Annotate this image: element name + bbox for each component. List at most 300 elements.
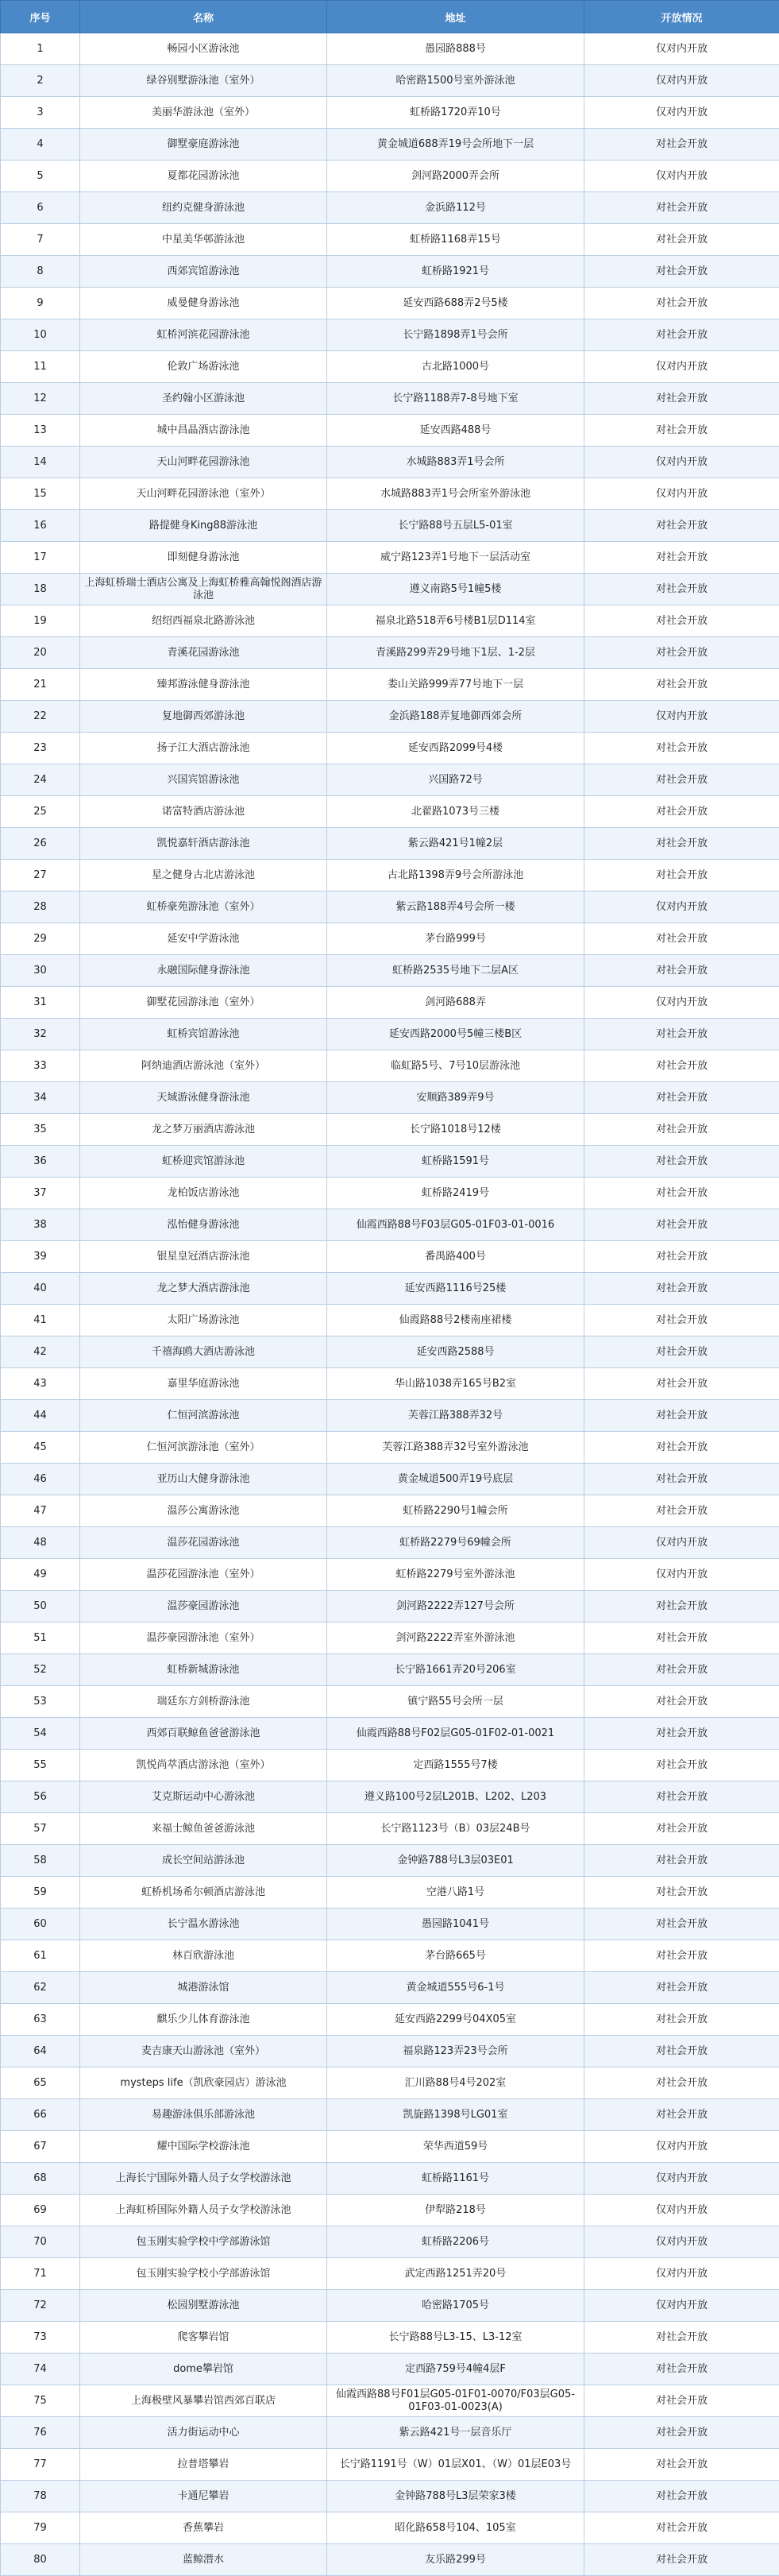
cell-address: 长宁路88号五层L5-01室	[327, 510, 584, 542]
cell-name: 虹桥河滨花园游泳池	[80, 319, 327, 351]
cell-address: 长宁路1898弄1号会所	[327, 319, 584, 351]
cell-status: 对社会开放	[584, 2067, 779, 2099]
cell-index: 8	[1, 256, 80, 288]
cell-status: 对社会开放	[584, 2004, 779, 2036]
cell-address: 昭化路658号104、105室	[327, 2512, 584, 2544]
cell-status: 对社会开放	[584, 1623, 779, 1654]
table-row	[1, 1305, 779, 1336]
cell-status: 仅对内开放	[584, 478, 779, 510]
cell-status: 对社会开放	[584, 2449, 779, 2481]
cell-index: 4	[1, 129, 80, 161]
table-row	[1, 2099, 779, 2131]
table-row	[1, 478, 779, 510]
cell-address: 长宁路1188弄7-8号地下室	[327, 383, 584, 415]
cell-name: 亚历山大健身游泳池	[80, 1464, 327, 1495]
cell-status: 对社会开放	[584, 574, 779, 605]
table-row	[1, 2067, 779, 2099]
cell-name: 永融国际健身游泳池	[80, 955, 327, 987]
cell-index: 15	[1, 478, 80, 510]
cell-address: 定西路759号4幢4层F	[327, 2354, 584, 2385]
cell-status: 对社会开放	[584, 2385, 779, 2417]
cell-address: 金浜路188弄复地御西郊会所	[327, 701, 584, 733]
cell-index: 40	[1, 1273, 80, 1305]
cell-name: 中星美华邨游泳池	[80, 224, 327, 256]
cell-index: 56	[1, 1781, 80, 1813]
cell-address: 剑河路688弄	[327, 987, 584, 1019]
table-row	[1, 2449, 779, 2481]
cell-name: 延安中学游泳池	[80, 923, 327, 955]
cell-address: 水城路883弄1号会所室外游泳池	[327, 478, 584, 510]
table-row	[1, 1209, 779, 1241]
cell-name: 伦敦广场游泳池	[80, 351, 327, 383]
table-row	[1, 2354, 779, 2385]
cell-address: 伊犁路218号	[327, 2195, 584, 2226]
cell-address: 金钟路788号L3层荣家3楼	[327, 2481, 584, 2512]
cell-status: 对社会开放	[584, 256, 779, 288]
table-row	[1, 1273, 779, 1305]
table-row	[1, 1559, 779, 1591]
cell-name: 凯悦嘉轩酒店游泳池	[80, 828, 327, 860]
cell-name: 太阳广场游泳池	[80, 1305, 327, 1336]
cell-name: 凯悦尚萃酒店游泳池（室外）	[80, 1750, 327, 1781]
table-row	[1, 129, 779, 161]
cell-name: 西郊百联鲸鱼爸爸游泳池	[80, 1718, 327, 1750]
cell-address: 安顺路389弄9号	[327, 1082, 584, 1114]
cell-address: 仙霞路88号2楼南座裙楼	[327, 1305, 584, 1336]
cell-index: 23	[1, 733, 80, 764]
cell-address: 芙蓉江路388弄32号	[327, 1400, 584, 1432]
cell-address: 福泉路123弄23号会所	[327, 2036, 584, 2067]
table-row	[1, 1940, 779, 1972]
cell-status: 对社会开放	[584, 383, 779, 415]
cell-index: 11	[1, 351, 80, 383]
cell-address: 延安西路2099号4楼	[327, 733, 584, 764]
table-row	[1, 669, 779, 701]
cell-name: 上海长宁国际外籍人员子女学校游泳池	[80, 2163, 327, 2195]
cell-address: 黄金城道688弄19号会所地下一层	[327, 129, 584, 161]
cell-address: 黄金城道555号6-1号	[327, 1972, 584, 2004]
cell-index: 3	[1, 97, 80, 129]
cell-name: 虹桥宾馆游泳池	[80, 1019, 327, 1050]
cell-index: 52	[1, 1654, 80, 1686]
cell-index: 6	[1, 192, 80, 224]
table-row	[1, 2417, 779, 2449]
cell-status: 仅对内开放	[584, 447, 779, 478]
cell-index: 68	[1, 2163, 80, 2195]
cell-index: 80	[1, 2544, 80, 2576]
table-row	[1, 65, 779, 97]
cell-address: 金钟路788号L3层03E01	[327, 1845, 584, 1877]
cell-index: 57	[1, 1813, 80, 1845]
cell-address: 愚园路888号	[327, 33, 584, 65]
cell-name: 夏都花园游泳池	[80, 161, 327, 192]
cell-name: 路提健身King88游泳池	[80, 510, 327, 542]
cell-index: 71	[1, 2258, 80, 2290]
table-row	[1, 224, 779, 256]
cell-name: 耀中国际学校游泳池	[80, 2131, 327, 2163]
table-row	[1, 1432, 779, 1464]
cell-status: 对社会开放	[584, 860, 779, 892]
cell-index: 37	[1, 1178, 80, 1209]
cell-status: 对社会开放	[584, 669, 779, 701]
cell-name: 包玉刚实验学校中学部游泳馆	[80, 2226, 327, 2258]
cell-status: 对社会开放	[584, 764, 779, 796]
cell-name: 虹桥机场希尔顿酒店游泳池	[80, 1877, 327, 1909]
cell-address: 凯旋路1398号LG01室	[327, 2099, 584, 2131]
table-row	[1, 256, 779, 288]
cell-status: 对社会开放	[584, 415, 779, 447]
cell-address: 剑河路2222弄127号会所	[327, 1591, 584, 1623]
cell-address: 延安西路688弄2号5楼	[327, 288, 584, 319]
table-row	[1, 701, 779, 733]
cell-name: 嘉里华庭游泳池	[80, 1368, 327, 1400]
cell-index: 13	[1, 415, 80, 447]
cell-status: 对社会开放	[584, 2512, 779, 2544]
table-row	[1, 1527, 779, 1559]
cell-address: 延安西路2299号04X05室	[327, 2004, 584, 2036]
cell-name: 圣约翰小区游泳池	[80, 383, 327, 415]
table-row	[1, 860, 779, 892]
table-row	[1, 987, 779, 1019]
cell-address: 虹桥路2535号地下二层A区	[327, 955, 584, 987]
header-status: 开放情况	[584, 1, 779, 33]
cell-status: 对社会开放	[584, 2417, 779, 2449]
cell-address: 古北路1000号	[327, 351, 584, 383]
cell-index: 18	[1, 574, 80, 605]
cell-status: 仅对内开放	[584, 2163, 779, 2195]
cell-name: 城中昌晶酒店游泳池	[80, 415, 327, 447]
cell-name: 林百欣游泳池	[80, 1940, 327, 1972]
cell-address: 虹桥路2419号	[327, 1178, 584, 1209]
table-row	[1, 1114, 779, 1146]
cell-address: 虹桥路1168弄15号	[327, 224, 584, 256]
cell-status: 对社会开放	[584, 2322, 779, 2354]
cell-status: 对社会开放	[584, 1368, 779, 1400]
cell-name: 绿谷别墅游泳池（室外）	[80, 65, 327, 97]
cell-index: 22	[1, 701, 80, 733]
cell-address: 福泉北路518弄6号楼B1层D114室	[327, 605, 584, 637]
cell-name: dome攀岩馆	[80, 2354, 327, 2385]
table-row	[1, 923, 779, 955]
cell-name: 艾克斯运动中心游泳池	[80, 1781, 327, 1813]
cell-name: 成长空间站游泳池	[80, 1845, 327, 1877]
table-row	[1, 1178, 779, 1209]
cell-name: 泓怡健身游泳池	[80, 1209, 327, 1241]
cell-name: 虹桥豪苑游泳池（室外）	[80, 892, 327, 923]
cell-name: 星之健身古北店游泳池	[80, 860, 327, 892]
cell-index: 76	[1, 2417, 80, 2449]
cell-index: 2	[1, 65, 80, 97]
cell-status: 对社会开放	[584, 2099, 779, 2131]
cell-index: 63	[1, 2004, 80, 2036]
cell-address: 紫云路188弄4号会所一楼	[327, 892, 584, 923]
cell-status: 对社会开放	[584, 1845, 779, 1877]
cell-name: 千禧海鸥大酒店游泳池	[80, 1336, 327, 1368]
cell-address: 威宁路123弄1号地下一层活动室	[327, 542, 584, 574]
table-row	[1, 288, 779, 319]
cell-status: 仅对内开放	[584, 987, 779, 1019]
cell-status: 仅对内开放	[584, 97, 779, 129]
cell-status: 对社会开放	[584, 923, 779, 955]
cell-name: 麒乐少儿体育游泳池	[80, 2004, 327, 2036]
cell-address: 芙蓉江路388弄32号室外游泳池	[327, 1432, 584, 1464]
cell-status: 仅对内开放	[584, 2258, 779, 2290]
cell-status: 对社会开放	[584, 542, 779, 574]
cell-status: 对社会开放	[584, 1877, 779, 1909]
cell-index: 39	[1, 1241, 80, 1273]
cell-address: 茅台路999号	[327, 923, 584, 955]
table-row	[1, 955, 779, 987]
cell-index: 20	[1, 637, 80, 669]
table-row	[1, 764, 779, 796]
cell-status: 对社会开放	[584, 1813, 779, 1845]
cell-name: 温莎公寓游泳池	[80, 1495, 327, 1527]
cell-name: 龙之梦大酒店游泳池	[80, 1273, 327, 1305]
cell-status: 对社会开放	[584, 1972, 779, 2004]
cell-address: 荣华西道59号	[327, 2131, 584, 2163]
cell-address: 遵义南路5号1幢5楼	[327, 574, 584, 605]
cell-status: 仅对内开放	[584, 65, 779, 97]
cell-index: 36	[1, 1146, 80, 1178]
cell-name: 龙柏饭店游泳池	[80, 1178, 327, 1209]
cell-name: 臻邦游泳健身游泳池	[80, 669, 327, 701]
cell-status: 对社会开放	[584, 1432, 779, 1464]
cell-index: 21	[1, 669, 80, 701]
cell-status: 仅对内开放	[584, 892, 779, 923]
cell-index: 72	[1, 2290, 80, 2322]
cell-name: 即刻健身游泳池	[80, 542, 327, 574]
cell-status: 对社会开放	[584, 1336, 779, 1368]
cell-name: 诺富特酒店游泳池	[80, 796, 327, 828]
cell-name: 天山河畔花园游泳池（室外）	[80, 478, 327, 510]
cell-index: 25	[1, 796, 80, 828]
table-row	[1, 2226, 779, 2258]
cell-index: 34	[1, 1082, 80, 1114]
cell-index: 62	[1, 1972, 80, 2004]
cell-name: 仁恒河滨游泳池（室外）	[80, 1432, 327, 1464]
cell-name: 绍绍西福泉北路游泳池	[80, 605, 327, 637]
table-row	[1, 1591, 779, 1623]
cell-index: 79	[1, 2512, 80, 2544]
table-row	[1, 383, 779, 415]
table-row	[1, 2195, 779, 2226]
header-address: 地址	[327, 1, 584, 33]
cell-address: 定西路1555号7楼	[327, 1750, 584, 1781]
cell-index: 29	[1, 923, 80, 955]
cell-status: 仅对内开放	[584, 2226, 779, 2258]
table-row	[1, 2258, 779, 2290]
cell-name: 青溪花园游泳池	[80, 637, 327, 669]
cell-index: 33	[1, 1050, 80, 1082]
cell-status: 对社会开放	[584, 1495, 779, 1527]
cell-address: 临虹路5号、7号10层游泳池	[327, 1050, 584, 1082]
cell-address: 茅台路665号	[327, 1940, 584, 1972]
table-row	[1, 796, 779, 828]
cell-name: 香蕉攀岩	[80, 2512, 327, 2544]
cell-index: 49	[1, 1559, 80, 1591]
cell-address: 娄山关路999弄77号地下一层	[327, 669, 584, 701]
cell-name: 包玉刚实验学校小学部游泳馆	[80, 2258, 327, 2290]
cell-status: 仅对内开放	[584, 351, 779, 383]
cell-status: 对社会开放	[584, 1400, 779, 1432]
cell-address: 金浜路112号	[327, 192, 584, 224]
cell-status: 对社会开放	[584, 1241, 779, 1273]
cell-status: 对社会开放	[584, 1178, 779, 1209]
cell-address: 空港八路1号	[327, 1877, 584, 1909]
cell-status: 对社会开放	[584, 637, 779, 669]
table-row	[1, 319, 779, 351]
table-row	[1, 828, 779, 860]
cell-address: 剑河路2222弄室外游泳池	[327, 1623, 584, 1654]
cell-address: 镇宁路55号会所一层	[327, 1686, 584, 1718]
cell-status: 仅对内开放	[584, 2131, 779, 2163]
table-row	[1, 733, 779, 764]
cell-index: 43	[1, 1368, 80, 1400]
cell-index: 67	[1, 2131, 80, 2163]
cell-name: 城港游泳馆	[80, 1972, 327, 2004]
cell-status: 对社会开放	[584, 1686, 779, 1718]
cell-name: 松园别墅游泳池	[80, 2290, 327, 2322]
table-row	[1, 574, 779, 605]
cell-index: 66	[1, 2099, 80, 2131]
cell-address: 虹桥路2206号	[327, 2226, 584, 2258]
cell-name: 美丽华游泳池（室外）	[80, 97, 327, 129]
cell-index: 59	[1, 1877, 80, 1909]
table-row	[1, 1623, 779, 1654]
cell-address: 哈密路1705号	[327, 2290, 584, 2322]
cell-status: 对社会开放	[584, 1464, 779, 1495]
cell-name: 畅园小区游泳池	[80, 33, 327, 65]
cell-name: 活力街运动中心	[80, 2417, 327, 2449]
cell-name: 上海虹桥国际外籍人员子女学校游泳池	[80, 2195, 327, 2226]
table-row	[1, 1082, 779, 1114]
table-row	[1, 1845, 779, 1877]
table-row	[1, 510, 779, 542]
cell-status: 对社会开放	[584, 1591, 779, 1623]
cell-name: 易趣游泳俱乐部游泳池	[80, 2099, 327, 2131]
cell-status: 对社会开放	[584, 319, 779, 351]
cell-index: 61	[1, 1940, 80, 1972]
cell-name: 长宁温水游泳池	[80, 1909, 327, 1940]
cell-status: 对社会开放	[584, 288, 779, 319]
cell-index: 1	[1, 33, 80, 65]
cell-index: 75	[1, 2385, 80, 2417]
cell-address: 虹桥路1161号	[327, 2163, 584, 2195]
cell-index: 5	[1, 161, 80, 192]
cell-name: 银星皇冠酒店游泳池	[80, 1241, 327, 1273]
cell-status: 对社会开放	[584, 1909, 779, 1940]
table-row	[1, 351, 779, 383]
cell-index: 38	[1, 1209, 80, 1241]
cell-index: 74	[1, 2354, 80, 2385]
cell-status: 对社会开放	[584, 828, 779, 860]
cell-index: 28	[1, 892, 80, 923]
cell-name: mysteps life（凯欣豪园店）游泳池	[80, 2067, 327, 2099]
cell-status: 对社会开放	[584, 1019, 779, 1050]
cell-index: 73	[1, 2322, 80, 2354]
cell-status: 对社会开放	[584, 1654, 779, 1686]
cell-address: 水城路883弄1号会所	[327, 447, 584, 478]
cell-name: 爬客攀岩馆	[80, 2322, 327, 2354]
table-row	[1, 637, 779, 669]
cell-index: 17	[1, 542, 80, 574]
cell-address: 北翟路1073号三楼	[327, 796, 584, 828]
table-row	[1, 2512, 779, 2544]
cell-name: 威曼健身游泳池	[80, 288, 327, 319]
cell-name: 上海极壁风暴攀岩馆西郊百联店	[80, 2385, 327, 2417]
cell-index: 12	[1, 383, 80, 415]
cell-status: 仅对内开放	[584, 1527, 779, 1559]
cell-name: 温莎豪园游泳池	[80, 1591, 327, 1623]
cell-address: 愚园路1041号	[327, 1909, 584, 1940]
cell-index: 19	[1, 605, 80, 637]
table-row	[1, 1781, 779, 1813]
cell-index: 64	[1, 2036, 80, 2067]
cell-status: 对社会开放	[584, 796, 779, 828]
cell-status: 对社会开放	[584, 1305, 779, 1336]
cell-status: 对社会开放	[584, 733, 779, 764]
cell-status: 仅对内开放	[584, 2290, 779, 2322]
cell-name: 蓝鲸潜水	[80, 2544, 327, 2576]
cell-status: 对社会开放	[584, 1050, 779, 1082]
cell-address: 仙霞西路88号F03层G05-01F03-01-0016	[327, 1209, 584, 1241]
cell-index: 77	[1, 2449, 80, 2481]
cell-status: 对社会开放	[584, 2354, 779, 2385]
cell-address: 友乐路299号	[327, 2544, 584, 2576]
cell-index: 42	[1, 1336, 80, 1368]
cell-address: 虹桥路2279号室外游泳池	[327, 1559, 584, 1591]
cell-name: 御墅豪庭游泳池	[80, 129, 327, 161]
cell-status: 仅对内开放	[584, 2195, 779, 2226]
cell-index: 30	[1, 955, 80, 987]
cell-address: 虹桥路1720弄10号	[327, 97, 584, 129]
cell-name: 温莎花园游泳池（室外）	[80, 1559, 327, 1591]
cell-address: 哈密路1500号室外游泳池	[327, 65, 584, 97]
cell-status: 对社会开放	[584, 1082, 779, 1114]
cell-name: 仁恒河滨游泳池	[80, 1400, 327, 1432]
cell-name: 温莎豪园游泳池（室外）	[80, 1623, 327, 1654]
cell-name: 来福士鲸鱼爸爸游泳池	[80, 1813, 327, 1845]
table-row	[1, 1050, 779, 1082]
cell-name: 麦吉康天山游泳池（室外）	[80, 2036, 327, 2067]
cell-address: 长宁路1123号（B）03层24B号	[327, 1813, 584, 1845]
cell-name: 虹桥新城游泳池	[80, 1654, 327, 1686]
table-row	[1, 33, 779, 65]
cell-index: 41	[1, 1305, 80, 1336]
cell-name: 纽约克健身游泳池	[80, 192, 327, 224]
cell-name: 龙之梦万丽酒店游泳池	[80, 1114, 327, 1146]
table-row	[1, 1400, 779, 1432]
cell-index: 78	[1, 2481, 80, 2512]
cell-status: 对社会开放	[584, 1940, 779, 1972]
cell-index: 51	[1, 1623, 80, 1654]
cell-address: 古北路1398弄9号会所游泳池	[327, 860, 584, 892]
cell-address: 长宁路1018号12楼	[327, 1114, 584, 1146]
cell-index: 45	[1, 1432, 80, 1464]
table-row	[1, 2131, 779, 2163]
table-row	[1, 2290, 779, 2322]
cell-address: 华山路1038弄165号B2室	[327, 1368, 584, 1400]
table-row	[1, 415, 779, 447]
cell-address: 汇川路88号4号202室	[327, 2067, 584, 2099]
cell-address: 番禺路400号	[327, 1241, 584, 1273]
cell-address: 紫云路421号一层音乐厅	[327, 2417, 584, 2449]
cell-address: 武定西路1251弄20号	[327, 2258, 584, 2290]
cell-index: 14	[1, 447, 80, 478]
cell-index: 46	[1, 1464, 80, 1495]
cell-index: 9	[1, 288, 80, 319]
cell-status: 对社会开放	[584, 129, 779, 161]
